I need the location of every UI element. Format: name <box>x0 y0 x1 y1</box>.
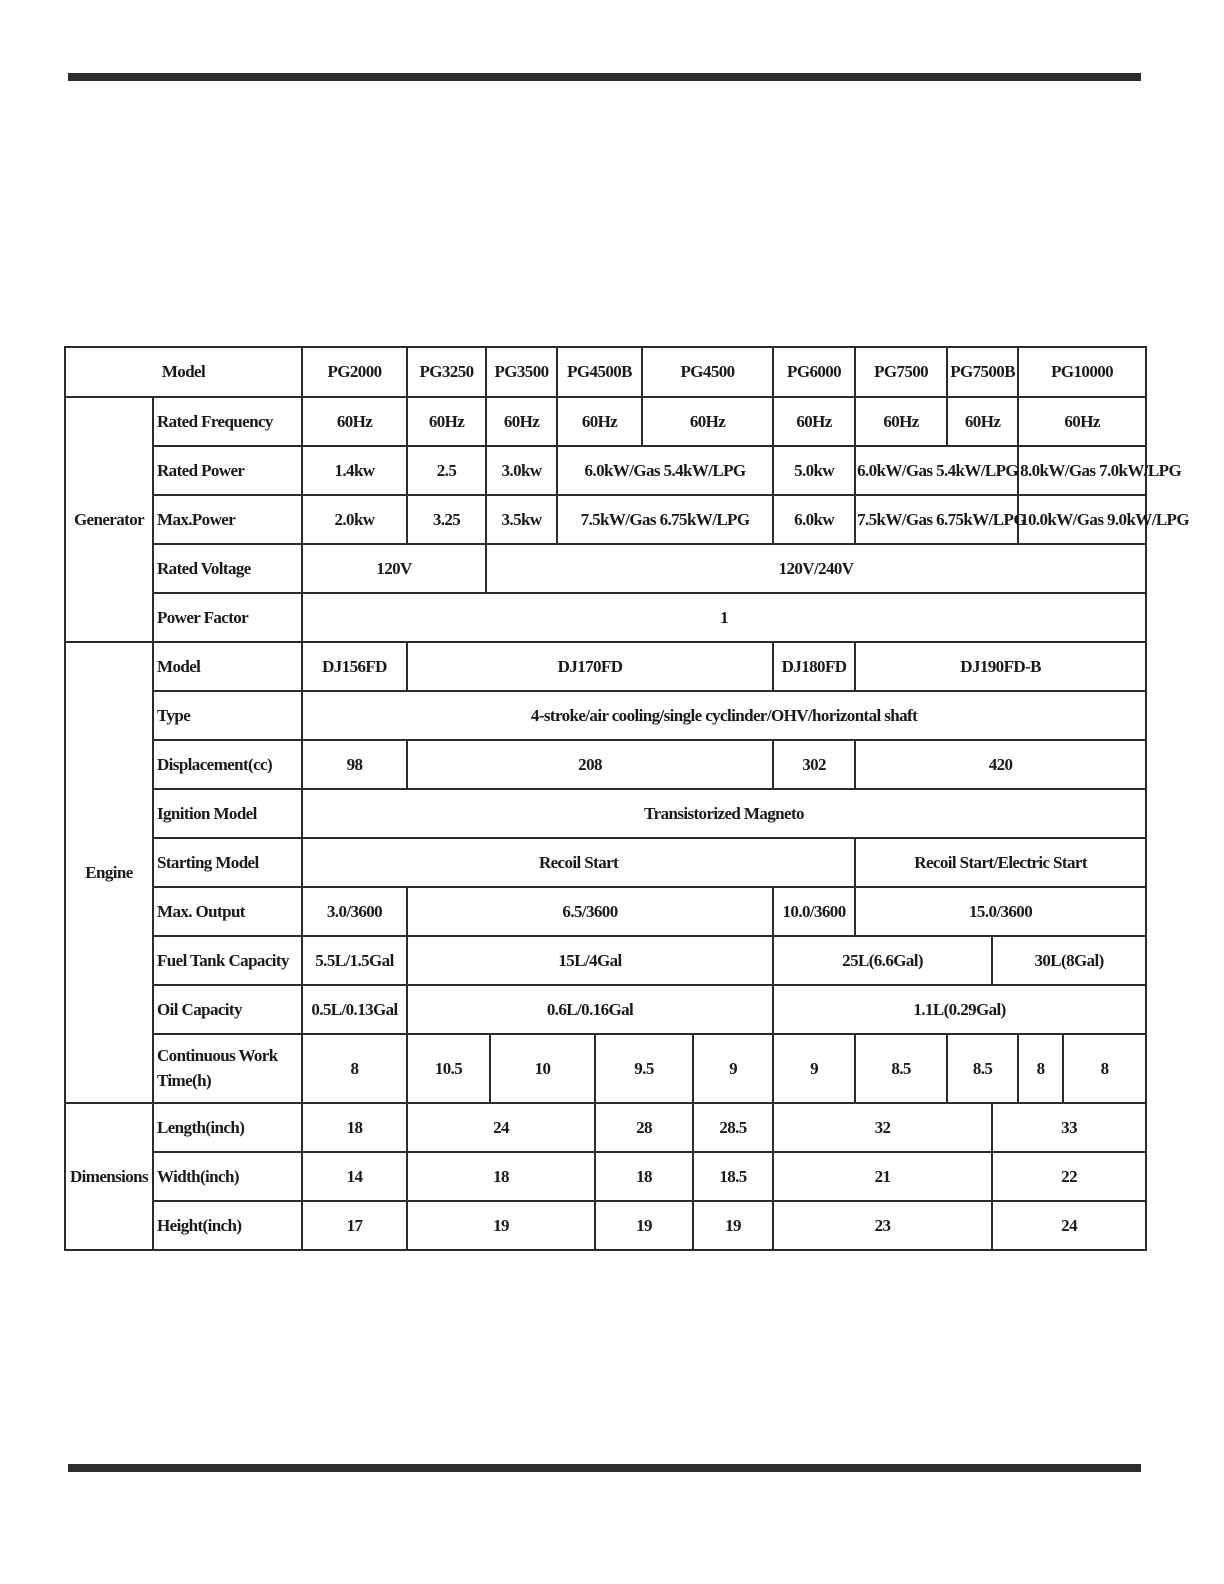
row-label: Power Factor <box>153 593 302 642</box>
table-cell: 18 <box>407 1152 595 1201</box>
table-row <box>65 985 1146 1034</box>
table-cell: 24 <box>407 1103 595 1152</box>
table-cell: 22 <box>992 1152 1146 1201</box>
bottom-rule <box>68 1464 1141 1472</box>
table-cell: 8 <box>1018 1034 1063 1103</box>
model-header: PG4500B <box>557 347 642 397</box>
table-cell: DJ156FD <box>302 642 407 691</box>
table-cell: 6.0kW/Gas 5.4kW/LPG <box>557 446 773 495</box>
table-cell: 10.0/3600 <box>773 887 855 936</box>
group-generator: Generator <box>65 397 153 642</box>
model-header: PG3250 <box>407 347 486 397</box>
table-cell: 18 <box>302 1103 407 1152</box>
row-label: Continuous Work Time(h) <box>153 1034 302 1103</box>
table-cell: 7.5kW/Gas 6.75kW/LPG <box>557 495 773 544</box>
row-label: Rated Voltage <box>153 544 302 593</box>
row-label: Max.Power <box>153 495 302 544</box>
table-row <box>65 544 1146 593</box>
table-cell: 19 <box>407 1201 595 1250</box>
table-cell: 302 <box>773 740 855 789</box>
row-label: Width(inch) <box>153 1152 302 1201</box>
table-cell: 3.0kw <box>486 446 557 495</box>
table-cell: 23 <box>773 1201 992 1250</box>
table-row <box>65 691 1146 740</box>
table-cell: 5.0kw <box>773 446 855 495</box>
table-cell: 1.1L(0.29Gal) <box>773 985 1146 1034</box>
table-cell: 18.5 <box>693 1152 773 1201</box>
table-cell: 60Hz <box>1018 397 1146 446</box>
table-cell: 30L(8Gal) <box>992 936 1146 985</box>
row-label: Model <box>153 642 302 691</box>
table-cell: 15.0/3600 <box>855 887 1146 936</box>
table-row <box>65 446 1146 495</box>
table-cell: 18 <box>595 1152 693 1201</box>
table-cell: 60Hz <box>302 397 407 446</box>
table-row <box>65 1152 1146 1201</box>
table-cell: 10 <box>490 1034 595 1103</box>
table-cell: Recoil Start <box>302 838 855 887</box>
row-label: Length(inch) <box>153 1103 302 1152</box>
table-cell: 0.6L/0.16Gal <box>407 985 773 1034</box>
table-cell: 8 <box>1063 1034 1146 1103</box>
table-cell: 1 <box>302 593 1146 642</box>
table-cell: 17 <box>302 1201 407 1250</box>
table-cell: 6.0kW/Gas 5.4kW/LPG <box>855 446 1018 495</box>
table-cell: 120V <box>302 544 486 593</box>
row-label: Starting Model <box>153 838 302 887</box>
table-cell: 420 <box>855 740 1146 789</box>
top-rule <box>68 73 1141 81</box>
table-cell: 60Hz <box>855 397 947 446</box>
table-cell: 98 <box>302 740 407 789</box>
table-cell: 32 <box>773 1103 992 1152</box>
table-cell: 15L/4Gal <box>407 936 773 985</box>
table-cell: 60Hz <box>486 397 557 446</box>
model-header: PG6000 <box>773 347 855 397</box>
table-cell: 10.0kW/Gas 9.0kW/LPG <box>1018 495 1146 544</box>
table-cell: 7.5kW/Gas 6.75kW/LPG <box>855 495 1018 544</box>
table-cell: 14 <box>302 1152 407 1201</box>
table-row <box>65 397 1146 446</box>
table-cell: 5.5L/1.5Gal <box>302 936 407 985</box>
table-row <box>65 593 1146 642</box>
table-cell: DJ170FD <box>407 642 773 691</box>
table-cell: DJ180FD <box>773 642 855 691</box>
row-label: Fuel Tank Capacity <box>153 936 302 985</box>
table-cell: 3.5kw <box>486 495 557 544</box>
table-cell: Recoil Start/Electric Start <box>855 838 1146 887</box>
table-cell: 8 <box>302 1034 407 1103</box>
table-cell: 24 <box>992 1201 1146 1250</box>
table-cell: 0.5L/0.13Gal <box>302 985 407 1034</box>
header-label: Model <box>65 347 302 397</box>
table-cell: 9 <box>773 1034 855 1103</box>
table-cell: 21 <box>773 1152 992 1201</box>
table-cell: 60Hz <box>557 397 642 446</box>
table-row <box>65 1201 1146 1250</box>
table-cell: 3.0/3600 <box>302 887 407 936</box>
group-dimensions: Dimensions <box>65 1103 153 1250</box>
table-cell: 33 <box>992 1103 1146 1152</box>
row-label: Rated Power <box>153 446 302 495</box>
model-header: PG4500 <box>642 347 773 397</box>
row-label: Rated Frequency <box>153 397 302 446</box>
table-cell: 9.5 <box>595 1034 693 1103</box>
table-cell: 120V/240V <box>486 544 1146 593</box>
row-label: Oil Capacity <box>153 985 302 1034</box>
group-engine: Engine <box>65 642 153 1103</box>
table-cell: 9 <box>693 1034 773 1103</box>
table-row <box>65 887 1146 936</box>
table-cell: 1.4kw <box>302 446 407 495</box>
table-cell: 25L(6.6Gal) <box>773 936 992 985</box>
table-row <box>65 495 1146 544</box>
table-cell: 60Hz <box>642 397 773 446</box>
table-cell: 4-stroke/air cooling/single cyclinder/OHV/horizontal shaft <box>302 691 1146 740</box>
table-cell: DJ190FD-B <box>855 642 1146 691</box>
generator-spec-table <box>64 346 1189 1251</box>
table-cell: 19 <box>595 1201 693 1250</box>
table-row <box>65 740 1146 789</box>
table-cell: 208 <box>407 740 773 789</box>
table-cell: 3.25 <box>407 495 486 544</box>
table-cell: 60Hz <box>407 397 486 446</box>
model-header: PG7500 <box>855 347 947 397</box>
table-row <box>65 1034 1146 1103</box>
table-cell: 2.5 <box>407 446 486 495</box>
row-label: Displacement(cc) <box>153 740 302 789</box>
table-cell: Transistorized Magneto <box>302 789 1146 838</box>
table-cell: 6.5/3600 <box>407 887 773 936</box>
table-row <box>65 936 1146 985</box>
table-cell: 19 <box>693 1201 773 1250</box>
table-cell: 8.5 <box>947 1034 1018 1103</box>
table-cell: 60Hz <box>773 397 855 446</box>
row-label: Max. Output <box>153 887 302 936</box>
model-header: PG7500B <box>947 347 1018 397</box>
table-cell: 28 <box>595 1103 693 1152</box>
table-row <box>65 838 1146 887</box>
table-cell: 60Hz <box>947 397 1018 446</box>
table-cell: 6.0kw <box>773 495 855 544</box>
header-row <box>65 347 1146 397</box>
table-row <box>65 1103 1146 1152</box>
table-row <box>65 642 1146 691</box>
table-cell: 2.0kw <box>302 495 407 544</box>
row-label: Type <box>153 691 302 740</box>
model-header: PG3500 <box>486 347 557 397</box>
row-label: Height(inch) <box>153 1201 302 1250</box>
model-header: PG2000 <box>302 347 407 397</box>
table-cell: 8.0kW/Gas 7.0kW/LPG <box>1018 446 1146 495</box>
model-header: PG10000 <box>1018 347 1146 397</box>
table-cell: 10.5 <box>407 1034 490 1103</box>
table-cell: 8.5 <box>855 1034 947 1103</box>
row-label: Ignition Model <box>153 789 302 838</box>
table-row <box>65 789 1146 838</box>
table-cell: 28.5 <box>693 1103 773 1152</box>
